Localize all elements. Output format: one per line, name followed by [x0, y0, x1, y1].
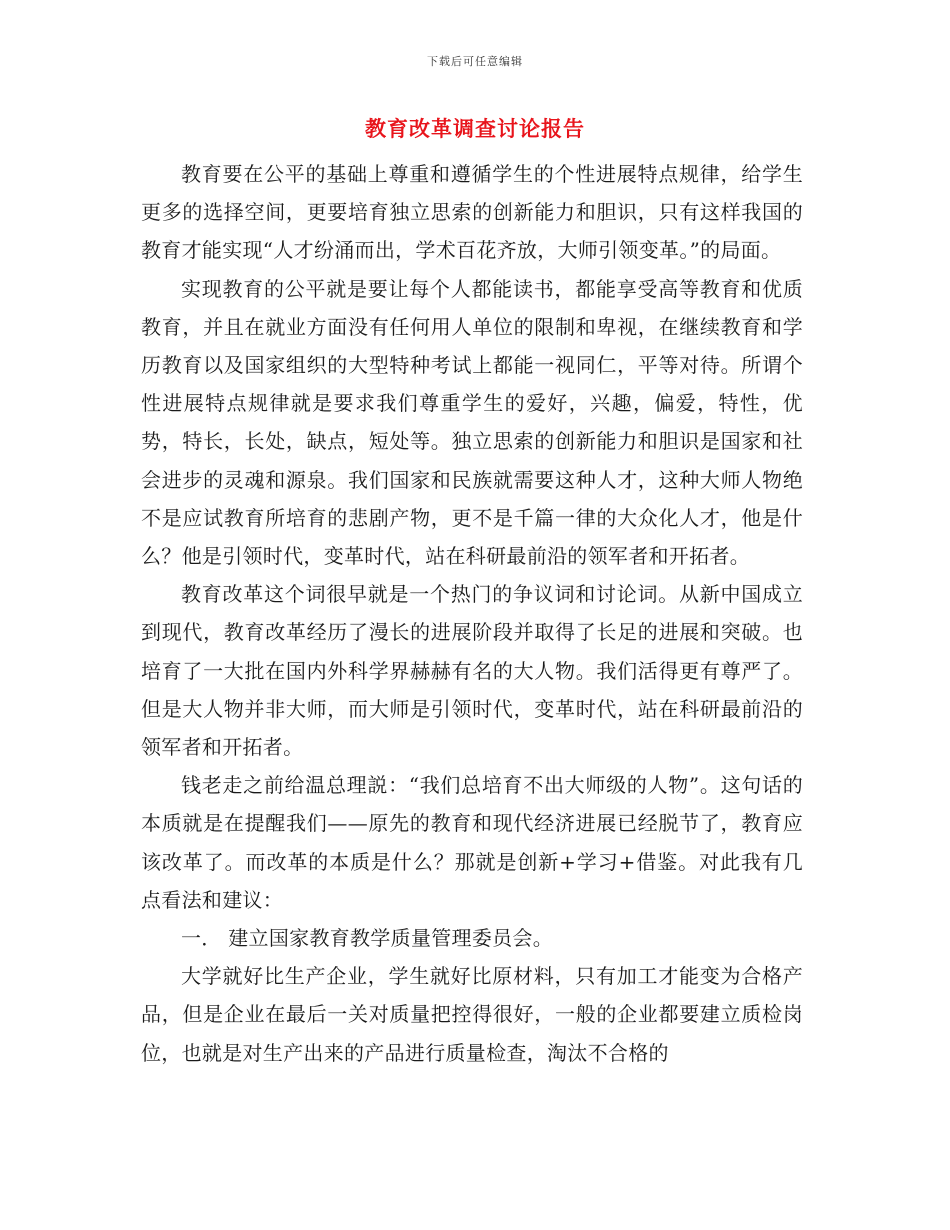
paragraph-qian-quote: 钱老走之前给温总理説：“我们总培育不出大师级的人物”。这句话的本质就是在提醒我们——原先的教育和现代经济进展已经脱节了，教育应该改革了。而改革的本质是什么？那就是创新+学习+借鉴。对此我有几点看法和建议：: [141, 773, 803, 912]
document-title: 教育改革调查讨论报告: [365, 116, 585, 141]
document-body: [141, 155, 803, 1072]
page-header-note: 下载后可任意编辑: [427, 55, 523, 68]
paragraph-fairness: 实现教育的公平就是要让每个人都能读书，都能享受高等教育和优质教育，并且在就业方面没有任何用人单位的限制和卑视，在继续教育和学历教育以及国家组织的大型特种考试上都能一视同仁，平等对待。所谓个性进展特点规律就是要求我们尊重学生的爱好，兴趣，偏爱，特性，优势，特长，长处，缺点，短处等。独立思索的创新能力和胆识是国家和社会进步的灵魂和源泉。我们国家和民族就需要这种人才，这种大师人物绝不是应试教育所培育的悲剧产物，更不是千篇一律的大众化人才，他是什么？他是引领时代，变革时代，站在科研最前沿的领军者和开拓者。: [141, 276, 803, 569]
paragraph-reform-history: 教育改革这个词很早就是一个热门的争议词和讨论词。从新中国成立到现代，教育改革经历了漫长的进展阶段并取得了长足的进展和突破。也培育了一大批在国内外科学界赫赫有名的大人物。我们活得更有尊严了。但是大人物并非大师，而大师是引领时代，变革时代，站在科研最前沿的领军者和开拓者。: [141, 582, 803, 760]
paragraph-intro: 教育要在公平的基础上尊重和遵循学生的个性进展特点规律，给学生更多的选择空间，更要培育独立思索的创新能力和胆识，只有这样我国的教育才能实现“人才纷涌而出，学术百花齐放，大师引领变革。”的局面。: [141, 162, 803, 263]
paragraph-suggestion-one: 一． 建立国家教育教学质量管理委员会。: [181, 926, 554, 951]
paragraph-university-analogy: 大学就好比生产企业，学生就好比原材料，只有加工才能变为合格产品，但是企业在最后一关对质量把控得很好，一般的企业都要建立质检岗位，也就是对生产出来的产品进行质量检查，淘汰不合格的: [141, 964, 803, 1065]
